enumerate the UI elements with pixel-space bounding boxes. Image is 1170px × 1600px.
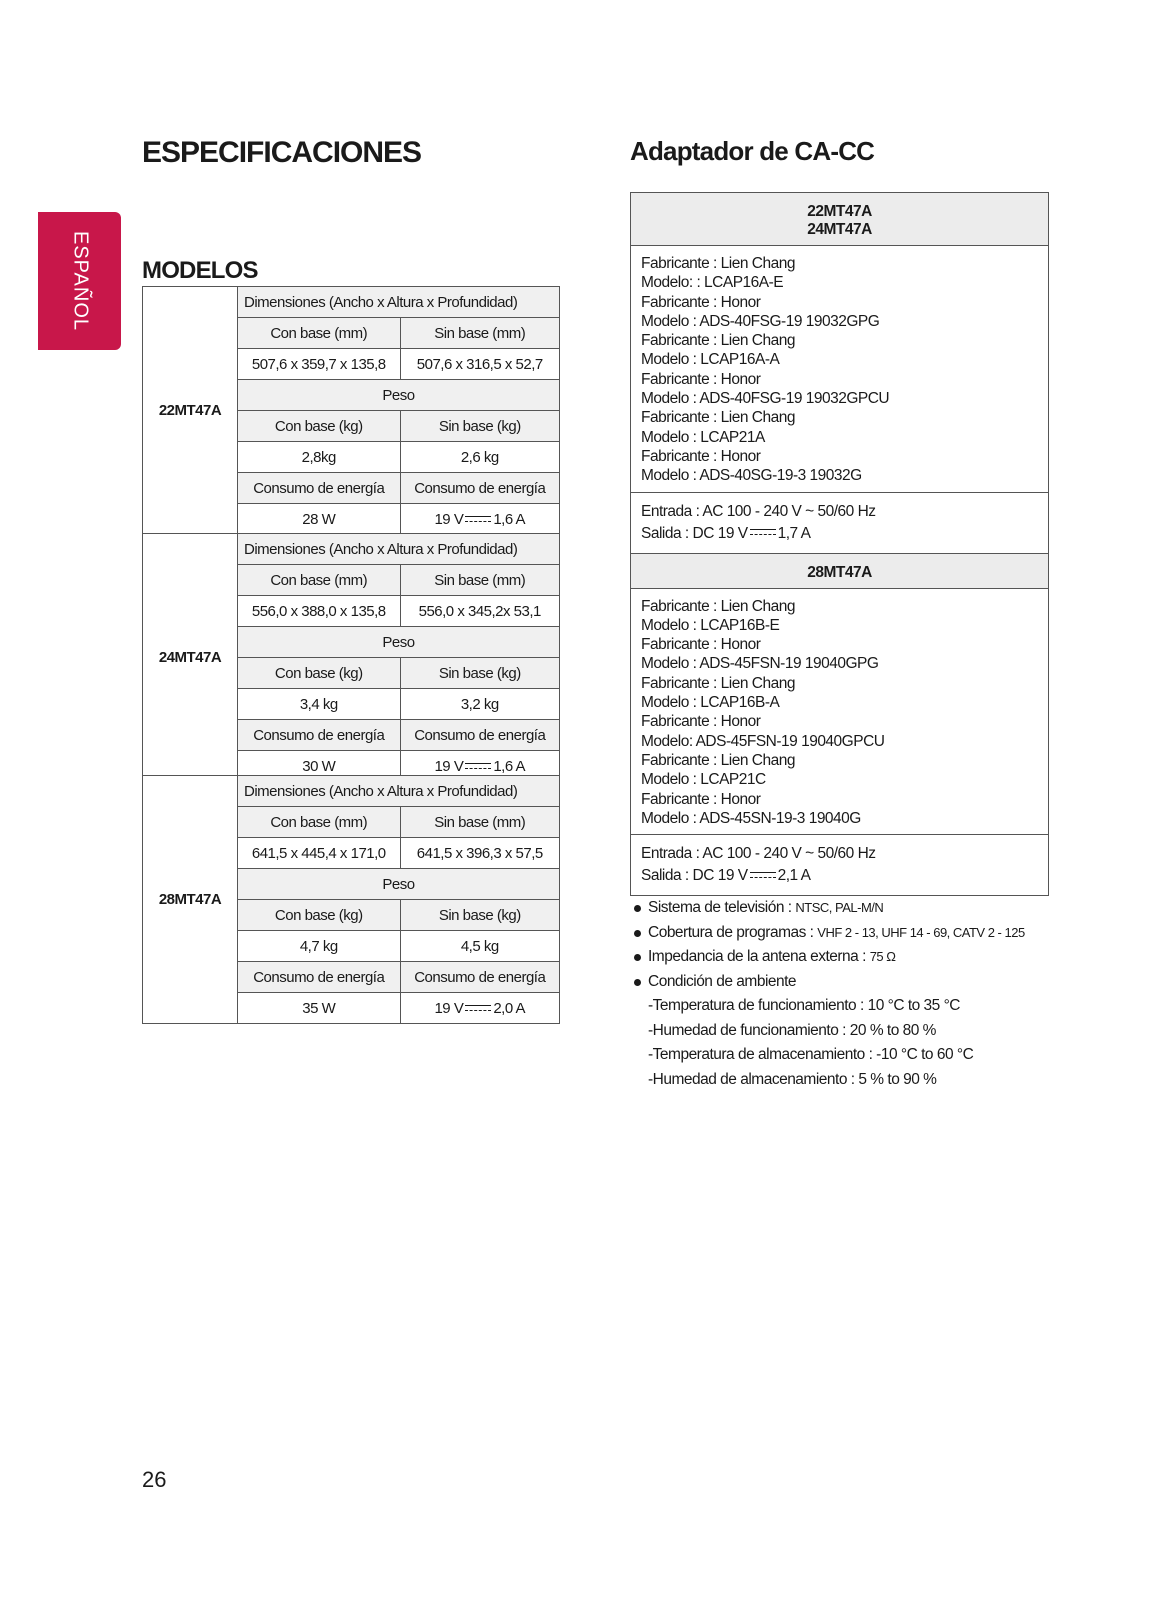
weight-label: Peso (238, 627, 560, 658)
dimension-with-base: 507,6 x 359,7 x 135,8 (238, 349, 401, 380)
adapter-line: Fabricante : Honor (641, 293, 761, 311)
adapter-line: Modelo : LCAP16A-A (641, 351, 780, 369)
adapter-line: Fabricante : Honor (641, 790, 761, 808)
adapter-line: Fabricante : Honor (641, 370, 761, 388)
weight-label: Peso (238, 380, 560, 411)
adapter-line: Modelo : ADS-45SN-19-3 19040G (641, 809, 861, 827)
adapter-line: Modelo : ADS-40FSG-19 19032GPCU (641, 390, 890, 408)
adapter-line: Fabricante : Lien Chang (641, 597, 795, 615)
power-watts: 30 W (238, 751, 401, 782)
adapter-line: Modelo: : LCAP16A-E (641, 274, 784, 292)
adapter-manufacturer-list (631, 589, 1048, 836)
adapter-io (631, 835, 1048, 895)
weight-with-base: 2,8kg (238, 442, 401, 473)
weight-with-base: 3,4 kg (238, 689, 401, 720)
model-table-22mt47a (142, 286, 560, 535)
power-label: Consumo de energía (400, 473, 560, 504)
adapter-heading: Adaptador de CA-CC (630, 136, 875, 166)
adapter-output: Salida : DC 19 V 2,1 A (641, 867, 811, 885)
adapter-line: Modelo : LCAP21A (641, 428, 765, 446)
without-base-kg-label: Sin base (kg) (400, 900, 560, 931)
adapter-output: Salida : DC 19 V 1,7 A (641, 524, 811, 542)
models-heading: MODELOS (142, 257, 258, 284)
with-base-mm-label: Con base (mm) (238, 318, 401, 349)
with-base-kg-label: Con base (kg) (238, 900, 401, 931)
dimension-with-base: 641,5 x 445,4 x 171,0 (238, 838, 401, 869)
weight-with-base: 4,7 kg (238, 931, 401, 962)
adapter-model-label: 22MT47A (807, 203, 872, 220)
power-label: Consumo de energía (238, 720, 401, 751)
weight-label: Peso (238, 869, 560, 900)
ambient-line: -Humedad de funcionamiento : 20 % to 80 % (648, 1021, 936, 1039)
language-tab-label: ESPAÑOL (69, 231, 91, 331)
spec-item-coverage: Cobertura de programas : VHF 2 - 13, UHF 14 - 69, CATV 2 - 125 (632, 921, 1062, 946)
power-label: Consumo de energía (400, 720, 560, 751)
adapter-line: Modelo : LCAP21C (641, 771, 766, 789)
ambient-line: -Temperatura de almacenamiento : -10 °C to 60 °C (648, 1046, 974, 1063)
dimensions-label: Dimensiones (Ancho x Altura x Profundidad) (238, 287, 560, 318)
adapter-line: Modelo : ADS-45FSN-19 19040GPG (641, 655, 879, 673)
adapter-input: Entrada : AC 100 - 240 V ~ 50/60 Hz (641, 845, 876, 863)
adapter-table (630, 192, 1049, 896)
power-watts: 35 W (238, 993, 401, 1024)
adapter-line: Modelo: ADS-45FSN-19 19040GPCU (641, 732, 885, 750)
weight-without-base: 4,5 kg (400, 931, 560, 962)
dimensions-label: Dimensiones (Ancho x Altura x Profundidad) (238, 776, 560, 807)
without-base-mm-label: Sin base (mm) (400, 807, 560, 838)
adapter-line: Modelo : ADS-40FSG-19 19032GPG (641, 312, 880, 330)
adapter-model-label: 24MT47A (807, 221, 872, 238)
spec-item-antenna: Impedancia de la antena externa : 75 Ω (632, 945, 1062, 970)
adapter-io (631, 493, 1048, 554)
dc-symbol-icon (750, 528, 776, 538)
adapter-line: Fabricante : Lien Chang (641, 751, 795, 769)
weight-without-base: 2,6 kg (400, 442, 560, 473)
without-base-kg-label: Sin base (kg) (400, 411, 560, 442)
page-number: 26 (142, 1467, 167, 1492)
adapter-line: Fabricante : Honor (641, 447, 761, 465)
model-table-24mt47a (142, 533, 560, 782)
adapter-line: Fabricante : Honor (641, 636, 761, 654)
page-title: ESPECIFICACIONES (142, 136, 422, 169)
without-base-mm-label: Sin base (mm) (400, 565, 560, 596)
ambient-line: -Humedad de almacenamiento : 5 % to 90 % (648, 1070, 937, 1088)
with-base-kg-label: Con base (kg) (238, 658, 401, 689)
model-name: 28MT47A (143, 776, 238, 1024)
with-base-mm-label: Con base (mm) (238, 807, 401, 838)
language-tab (38, 212, 121, 350)
adapter-line: Fabricante : Lien Chang (641, 409, 795, 427)
model-name: 22MT47A (143, 287, 238, 535)
power-dc: 19 V 2,0 A (400, 993, 560, 1024)
dimension-without-base: 556,0 x 345,2x 53,1 (400, 596, 560, 627)
adapter-line: Modelo : ADS-40SG-19-3 19032G (641, 467, 862, 485)
spec-item-tv-system: Sistema de televisión : NTSC, PAL-M/N (632, 896, 1062, 921)
dc-symbol-icon (750, 871, 776, 881)
dimensions-label: Dimensiones (Ancho x Altura x Profundidad) (238, 534, 560, 565)
dimension-with-base: 556,0 x 388,0 x 135,8 (238, 596, 401, 627)
ambient-line: -Temperatura de funcionamiento : 10 °C to 35 °C (648, 997, 960, 1014)
power-label: Consumo de energía (400, 962, 560, 993)
spec-item-ambient: Condición de ambiente (632, 970, 1062, 995)
dc-symbol-icon (465, 515, 491, 525)
with-base-kg-label: Con base (kg) (238, 411, 401, 442)
power-watts: 28 W (238, 504, 401, 535)
dc-symbol-icon (465, 1004, 491, 1014)
without-base-mm-label: Sin base (mm) (400, 318, 560, 349)
weight-without-base: 3,2 kg (400, 689, 560, 720)
adapter-manufacturer-list (631, 246, 1048, 493)
adapter-line: Modelo : LCAP16B-E (641, 616, 780, 634)
adapter-line: Fabricante : Lien Chang (641, 332, 795, 350)
adapter-input: Entrada : AC 100 - 240 V ~ 50/60 Hz (641, 502, 876, 520)
with-base-mm-label: Con base (mm) (238, 565, 401, 596)
adapter-line: Fabricante : Lien Chang (641, 255, 795, 272)
power-label: Consumo de energía (238, 473, 401, 504)
power-label: Consumo de energía (238, 962, 401, 993)
adapter-line: Fabricante : Honor (641, 713, 761, 731)
model-name: 24MT47A (143, 534, 238, 782)
without-base-kg-label: Sin base (kg) (400, 658, 560, 689)
model-table-28mt47a (142, 775, 560, 1024)
adapter-group-header (631, 193, 1048, 246)
dimension-without-base: 507,6 x 316,5 x 52,7 (400, 349, 560, 380)
specs-list (632, 896, 1062, 1092)
adapter-line: Modelo : LCAP16B-A (641, 694, 780, 712)
power-dc: 19 V 1,6 A (400, 751, 560, 782)
adapter-line: Fabricante : Lien Chang (641, 674, 795, 692)
adapter-group-header (631, 554, 1048, 589)
adapter-model-label: 28MT47A (807, 563, 872, 581)
dc-symbol-icon (465, 762, 491, 772)
power-dc: 19 V 1,6 A (400, 504, 560, 535)
dimension-without-base: 641,5 x 396,3 x 57,5 (400, 838, 560, 869)
